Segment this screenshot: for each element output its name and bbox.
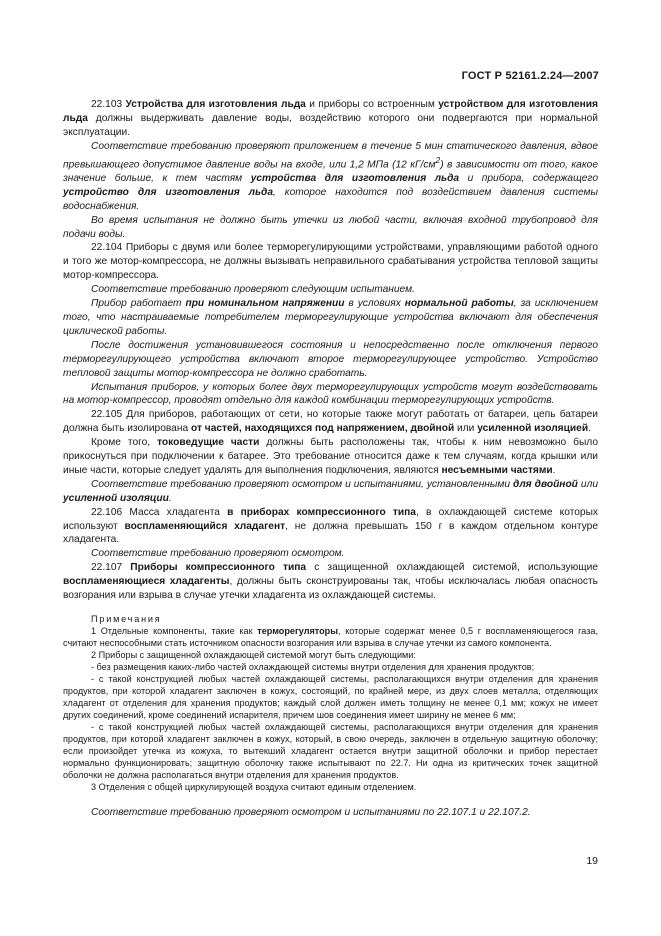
text-span: в условиях: [344, 298, 405, 310]
clause-22-104: 22.104 Приборы с двумя или более терморегулирующими устройствами, управляющими работой одного и того же мотор-компрессора, не должны вызывать неправильного срабатывания устройства тепловой защиты мотор-компрессора.: [63, 242, 598, 282]
term: усиленной изоляции: [63, 492, 169, 504]
text-span: , должны быть сконструированы так, чтобы исключалась любая опасность возгорания или взрыва в случае утечки хладагента из охлаждающей системы.: [63, 576, 598, 602]
text-span: Прибор работает: [91, 298, 186, 310]
text-span: .: [552, 464, 556, 476]
note-2-option-3: - с такой конструкцией любых частей охлаждающей системы, располагающихся внутри отделения для хранения продуктов, при которой хладагент заключен в кожух, который, в свою очередь, заключен в отдельную защитную оболочку; если произойдет утечка из кожуха, то вытекший хладагент остается внутри защитной оболочки и прибор перестает нормально функционировать; защитную оболочку также испытывают по 22.7. Ни одна из критических точек защитной оболочки не должна располагаться внутри отделения для хранения продуктов.: [63, 722, 598, 781]
text-span: ) в зависимости от того, какое значение больше, к тем частям: [63, 159, 598, 184]
text-span: .: [168, 492, 172, 504]
clause-22-104-test-3: Испытания приборов, у которых более двух терморегулирующих устройств могут воздействовать на мотор-компрессор, проводят отдельно для каждой комбинации терморегулирующих устройств.: [63, 381, 598, 407]
clause-22-103: [63, 98, 598, 140]
term: при номинальном напряжении: [185, 298, 345, 310]
clause-22-106: [63, 506, 598, 548]
superscript: 2: [435, 154, 441, 165]
term: нормальной работы: [404, 298, 514, 310]
clause-22-103-check-2: Во время испытания не должно быть утечки из любой части, включая входной трубопровод для подачи воды.: [63, 214, 598, 240]
term: для двойной: [513, 478, 578, 490]
clause-22-103-check: [63, 140, 598, 214]
text-span: , которое находится под воздействием давления системы водоснабжения.: [63, 186, 598, 212]
text-span: , не должна превышать 150 г в каждом отдельном контуре хладагента.: [63, 520, 598, 546]
term: устройства для изготовления льда: [250, 172, 460, 184]
term: воспламеняющийся хладагент: [124, 520, 286, 532]
clause-22-104-test: [63, 297, 598, 339]
text-span: должны быть расположены так, чтобы к ним невозможно было прикоснуться при подключении к батарее. Это требование относится даже к тем случаям, когда крышки или иные части, которые следует удалять для выполнения подключения, являются: [63, 437, 598, 476]
text-span: с защищенной охлаждающей системой, использующие: [306, 562, 599, 574]
document-body: [63, 98, 598, 820]
term: Устройства для изготовления льда: [125, 99, 306, 110]
text-span: Соответствие требованию проверяют приложением в течение 5 мин статического давления, вдвое превышающего допустимое давление воды на входе, или 1,2 МПа (12 кГ/см: [63, 140, 598, 171]
note-3: 3 Отделения с общей циркулирующей воздуха считают единым отделением.: [91, 782, 417, 793]
text-span: .: [588, 423, 591, 435]
text-span: или: [577, 478, 598, 490]
clause-number: 22.103: [91, 99, 126, 110]
text-span: , за исключением того, что настраиваемые потребителем терморегулирующие устройства включают для обеспечения циклической работы.: [63, 298, 598, 337]
term: усиленной изоляцией: [477, 423, 589, 435]
term: устройство для изготовления льда: [63, 186, 274, 198]
clause-22-105-p2: [63, 436, 598, 478]
clause-22-106-check: Соответствие требованию проверяют осмотром.: [91, 548, 345, 560]
term: Приборы компрессионного типа: [130, 562, 307, 574]
notes-title: Примечания: [91, 614, 162, 625]
clause-22-107: [63, 561, 598, 603]
notes-block: [63, 613, 598, 793]
term: от частей, находящихся под напряжением, двойной: [190, 423, 455, 435]
clause-22-104-test-2: После достижения установившегося состояния и непосредственно после отключения первого терморегулирующего устройства включают второе терморегулирующее устройство. Устройство тепловой защиты мотор-компрессора не должно сработать.: [63, 339, 598, 379]
note-2-option-1: - без размещения каких-либо частей охлаждающей системы внутри отделения для хранения продуктов;: [91, 662, 535, 673]
text-span: 22.106 Масса хладагента: [91, 506, 228, 518]
term: токоведущие части: [157, 437, 260, 449]
term: терморегуляторы: [257, 626, 338, 637]
term: устройством для изготовления льда: [63, 99, 598, 124]
clause-22-105-check: [63, 478, 598, 506]
text-span: Кроме того,: [91, 437, 158, 449]
term: в приборах компрессионного типа: [227, 506, 416, 518]
page-number: 19: [586, 855, 598, 867]
final-check: Соответствие требованию проверяют осмотром и испытаниями по 22.107.1 и 22.107.2.: [91, 807, 531, 819]
text-span: должны выдерживать давление воды, воздействию которого они подвергаются при нормальной эксплуатации.: [63, 112, 598, 138]
term: воспламеняющиеся хладагенты: [63, 576, 230, 588]
note-2: 2 Приборы с защищенной охлаждающей системой могут быть следующими:: [91, 650, 416, 661]
text-span: , в охлаждающей системе которых используют: [63, 506, 598, 532]
text-span: Соответствие требованию проверяют осмотром и испытаниями, установленными: [91, 478, 514, 490]
text-span: и приборы со встроенным: [305, 99, 439, 110]
clause-22-105: [63, 408, 598, 436]
clause-22-104-check: Соответствие требованию проверяют следующим испытанием.: [91, 284, 415, 296]
text-span: и прибора, содержащего: [459, 172, 598, 184]
text-span: , которые содержат менее 0,5 г воспламеняющегося газа, считают неспособными стать источником опасности возгорания или взрыва в случае утечки из самого компонента.: [63, 626, 599, 649]
note-2-option-2: - с такой конструкцией любых частей охлаждающей системы, располагающихся внутри отделения для хранения продуктов, при которой хладагент заключен в кожух, состоящий, по крайней мере, из двух слоев металла, отделяющих хладагент от отделения для хранения продуктов; каждый слой должен иметь толщину не менее 0,1 мм; кожух не имеет других соединений, кроме соединений испарителя, причем шов соединения имеет ширину не менее 6 мм;: [63, 674, 598, 721]
text-span: 1 Отдельные компоненты, такие как: [91, 626, 258, 637]
text-span: или: [454, 423, 478, 435]
note-1: [63, 625, 598, 649]
term: несъемными частями: [441, 464, 553, 476]
text-span: 22.107: [91, 562, 131, 574]
document-header: ГОСТ Р 52161.2.24—2007: [461, 70, 599, 82]
text-span: 22.105 Для приборов, работающих от сети, но которые также могут работать от батареи, цепь батареи должна быть изолирована: [63, 409, 598, 435]
